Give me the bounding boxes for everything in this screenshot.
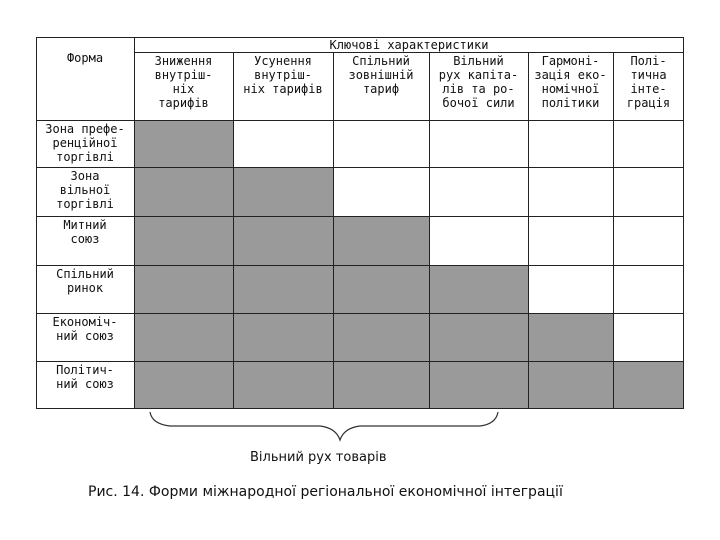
column-header: Вільний рух капіта- лів та ро- бочої сили	[438, 54, 519, 110]
row-label: Спільний ринок	[56, 267, 114, 295]
column-header: Зниження внутріш- ніх тарифів	[154, 54, 213, 110]
column-header: Полі- тична інте- грація	[626, 54, 671, 110]
corner-header: Форма	[66, 51, 104, 65]
column-header: Усунення внутріш- ніх тарифів	[243, 54, 323, 96]
row-label: Економіч- ний союз	[52, 315, 118, 343]
row-label: Митний союз	[63, 218, 107, 246]
group-header: Ключові характеристики	[329, 38, 489, 52]
figure-caption: Рис. 14. Форми міжнародної регіональної економічної інтеграції	[88, 484, 563, 500]
row-label: Політич- ний союз	[56, 363, 114, 391]
column-header: Спільний зовнішній тариф	[348, 54, 414, 96]
brace-label: Вільний рух товарів	[250, 450, 387, 465]
column-header: Гармоні- зація еко- номічної політики	[534, 54, 607, 110]
row-label: Зона вільної торгівлі	[56, 169, 114, 211]
row-label: Зона префе- ренційної торгівлі	[45, 122, 125, 164]
